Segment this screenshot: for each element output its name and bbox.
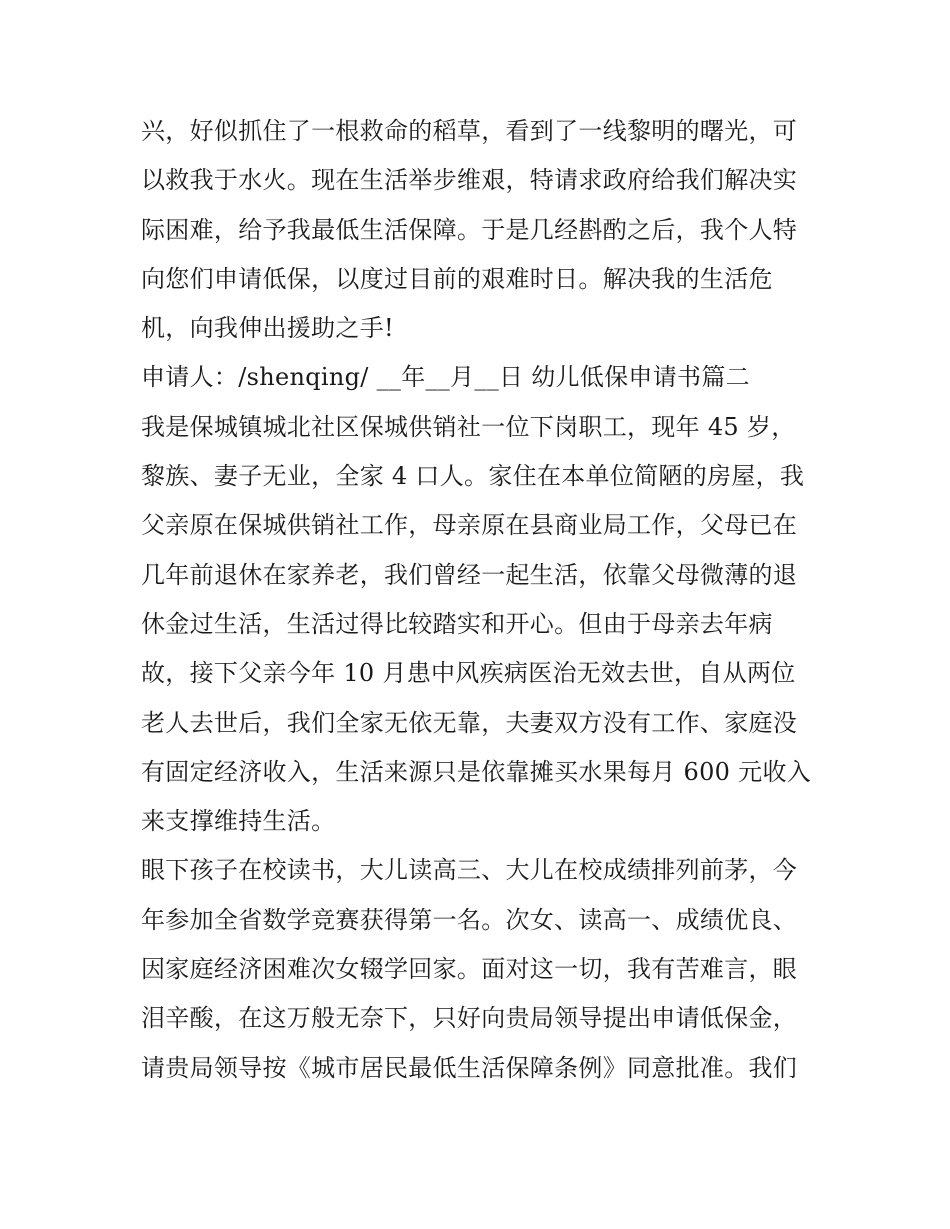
signature-line: 申请人：/shenqing/ __年__月__日 幼儿低保申请书篇二: [141, 363, 750, 392]
document-body: [141, 107, 821, 1093]
text-line: 因家庭经济困难次女辍学回家。面对这一切，我有苦难言，眼: [141, 955, 798, 984]
text-line: 泪辛酸，在这万般无奈下，只好向贵局领导提出申请低保金，: [141, 1004, 798, 1033]
text-line: 故，接下父亲今年 10 月患中风疾病医治无效去世，自从两位: [141, 659, 796, 688]
text-line: 机，向我伸出援助之手!: [141, 314, 394, 343]
text-line: 以救我于水火。现在生活举步维艰，特请求政府给我们解决实: [141, 166, 798, 195]
text-line: 际困难，给予我最低生活保障。于是几经斟酌之后，我个人特: [141, 215, 798, 244]
text-line: 请贵局领导按《城市居民最低生活保障条例》同意批准。我们: [141, 1053, 798, 1082]
text-line: 黎族、妻子无业，全家 4 口人。家住在本单位简陋的房屋，我: [141, 462, 805, 491]
text-line: 我是保城镇城北社区保城供销社一位下岗职工，现年 45 岁，: [141, 412, 796, 441]
text-line: 来支撑维持生活。: [141, 807, 336, 836]
text-line: 几年前退休在家养老，我们曾经一起生活，依靠父母微薄的退: [141, 560, 798, 589]
text-line: 年参加全省数学竞赛获得第一名。次女、读高一、成绩优良、: [141, 905, 798, 934]
text-line: 休金过生活，生活过得比较踏实和开心。但由于母亲去年病: [141, 609, 773, 638]
text-line: 眼下孩子在校读书，大儿读高三、大儿在校成绩排列前茅，今: [141, 856, 798, 885]
text-line: 向您们申请低保，以度过目前的艰难时日。解决我的生活危: [141, 264, 773, 293]
text-line: 老人去世后，我们全家无依无靠，夫妻双方没有工作、家庭没: [141, 708, 798, 737]
text-line: 兴，好似抓住了一根救命的稻草，看到了一线黎明的曙光，可: [141, 117, 798, 145]
text-line: 有固定经济收入，生活来源只是依靠摊买水果每月 600 元收入: [141, 757, 812, 786]
text-line: 父亲原在保城供销社工作，母亲原在县商业局工作，父母已在: [141, 511, 798, 540]
